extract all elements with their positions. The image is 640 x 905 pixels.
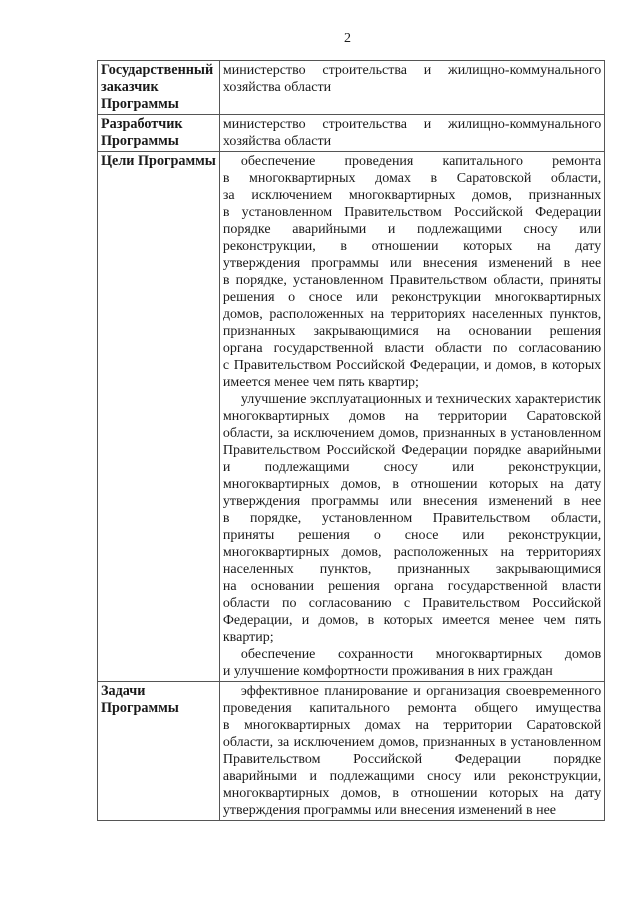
label-line: заказчик <box>101 79 159 95</box>
label-line: Программы <box>101 96 179 112</box>
text-line: Правительством Российской Федерации порядке <box>222 752 602 767</box>
page-number: 2 <box>344 31 351 46</box>
text-line: имеется менее чем пять квартир; <box>222 375 419 390</box>
text-line: и улучшение комфортности проживания в них граждан <box>222 664 553 679</box>
text-line: области, за исключением домов, признанных в установленном <box>222 735 602 750</box>
text-line: признанных закрывающимися на основании решения <box>222 324 602 339</box>
text-line: проведения капитального ремонта общего имущества <box>222 701 602 716</box>
row-label <box>98 682 220 821</box>
label-line: Цели Программы <box>101 153 216 169</box>
text-line: квартир; <box>222 630 274 645</box>
text-line: в многоквартирных домах на территории Саратовской <box>222 718 602 733</box>
text-line: в установленном Правительством Российской Федерации <box>222 205 602 220</box>
text-line: домов, расположенных на территориях населенных пунктов, <box>222 307 602 322</box>
text-line: улучшение эксплуатационных и технических характеристик <box>240 392 602 407</box>
row-label <box>98 61 220 115</box>
text-line: хозяйства области <box>222 80 332 95</box>
row-label <box>98 152 220 682</box>
text-line: обеспечение сохранности многоквартирных домов <box>240 647 602 662</box>
text-line: утверждения программы или внесения изменений в нее <box>222 256 602 271</box>
text-line: в многоквартирных домах в Саратовской области, <box>222 171 602 186</box>
label-line: Государственный <box>101 62 214 78</box>
row-label <box>98 115 220 152</box>
developer-row <box>98 115 605 152</box>
text-line: за исключением многоквартирных домов, признанных <box>222 188 602 203</box>
text-line: на основании решения органа государственной власти <box>222 579 602 594</box>
text-line: аварийными и подлежащими сносу или реконструкции, <box>222 769 602 784</box>
text-line: эффективное планирование и организация своевременного <box>240 684 602 699</box>
text-line: населенных пунктов, признанных закрывающимися <box>222 562 602 577</box>
label-line: Программы <box>101 133 179 149</box>
text-line: органа государственной власти области по согласованию <box>222 341 602 356</box>
text-line: хозяйства области <box>222 134 332 149</box>
text-line: области, за исключением домов, признанных в установленном <box>222 426 602 441</box>
row-content <box>219 152 604 682</box>
goals-row <box>98 152 605 682</box>
row-content <box>219 115 604 152</box>
text-line: утверждения программы или внесения изменений в нее <box>222 494 602 509</box>
row-content <box>219 682 604 821</box>
label-line: Разработчик <box>101 116 183 132</box>
program-passport-table <box>97 60 605 821</box>
text-line: приняты решения о сносе или реконструкции, <box>222 528 602 543</box>
text-line: утверждения программы или внесения изменений в нее <box>222 803 557 818</box>
text-line: многоквартирных домов на территории Саратовской <box>222 409 602 424</box>
text-line: решения о сносе или реконструкции многоквартирных <box>222 290 602 305</box>
text-line: министерство строительства и жилищно-коммунального <box>222 63 602 78</box>
label-line: Задачи <box>101 683 146 699</box>
text-line: многоквартирных домов, в отношении которых на дату <box>222 786 602 801</box>
text-line: Федерации, и домов, в которых имеется менее чем пять <box>222 613 602 628</box>
text-line: министерство строительства и жилищно-коммунального <box>222 117 602 132</box>
text-line: многоквартирных домов, расположенных на территориях <box>222 545 602 560</box>
row-content <box>219 61 604 115</box>
text-line: порядке аварийными и подлежащими сносу или <box>222 222 602 237</box>
label-line: Программы <box>101 700 179 716</box>
text-line: обеспечение проведения капитального ремонта <box>240 154 602 169</box>
text-line: реконструкции, в отношении которых на дату <box>222 239 602 254</box>
tasks-row <box>98 682 605 821</box>
text-line: и подлежащими сносу или реконструкции, <box>222 460 602 475</box>
text-line: с Правительством Российской Федерации, и домов, в которых <box>222 358 602 373</box>
state-customer-row <box>98 61 605 115</box>
text-line: в порядке, установленном Правительством области, <box>222 511 602 526</box>
text-line: Правительством Российской Федерации порядке аварийными <box>222 443 602 458</box>
text-line: многоквартирных домов, в отношении которых на дату <box>222 477 602 492</box>
text-line: области по согласованию с Правительством Российской <box>222 596 602 611</box>
text-line: в порядке, установленном Правительством области, приняты <box>222 273 602 288</box>
